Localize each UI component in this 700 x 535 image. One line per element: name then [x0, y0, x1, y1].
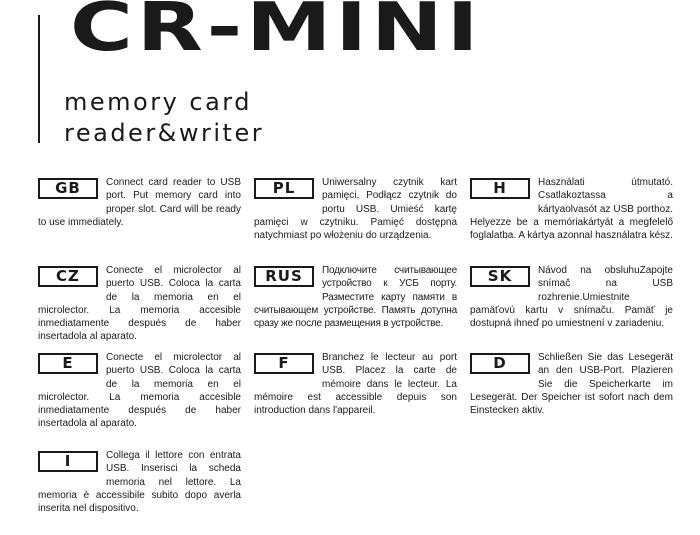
- instruction-text-rus: Подключите считывающее устройство к УСБ порту. Разместите карту памяти в считывающем устройстве. Память дотупна сразу же после размещения в устройстве.: [254, 265, 457, 330]
- language-badge-pl: PL: [254, 178, 314, 199]
- instruction-gb: [38, 176, 241, 229]
- product-title: CR-MINI: [70, 0, 483, 66]
- instruction-pl: [254, 176, 457, 242]
- language-badge-d: D: [470, 353, 530, 374]
- subtitle-line-1: memory card: [64, 88, 252, 116]
- instruction-sk: [470, 264, 673, 330]
- instruction-text-sk: Návod na obsluhuZapojte snímač na USB rozhrenie.Umiestnite pamäťovú kartu v snímaču. Pamäť je dostupná ihneď po umiestnení v zariadeniu.: [470, 265, 673, 330]
- instruction-text-f: Branchez le lecteur au port USB. Placez la carte de mémoire dans le lecteur. La mémoire est accessible depuis son introduction dans l'appareil.: [254, 352, 457, 417]
- instruction-d: [470, 351, 673, 417]
- instruction-e: [38, 351, 241, 431]
- language-badge-h: H: [470, 178, 530, 199]
- language-badge-i: I: [38, 451, 98, 472]
- subtitle-line-2: reader&writer: [64, 119, 265, 147]
- language-badge-sk: SK: [470, 266, 530, 287]
- instruction-text-gb: Connect card reader to USB port. Put memory card into proper slot. Card will be ready to use immediately.: [38, 177, 241, 228]
- instruction-text-h: Használati útmutató. Csatlakoztassa a kártyaolvasót az USB porthoz. Helyezze be a memóriakártyát a megfelelő foglalatba. A kártya azonnal használatra kész.: [470, 177, 673, 242]
- instruction-text-pl: Uniwersalny czytnik kart pamięci. Podłącz czytnik do portu USB. Umieść kartę pamięci w czytniku. Pamięć dostępna natychmiast po włożeniu do urządzenia.: [254, 177, 457, 242]
- header-vertical-rule: [38, 15, 40, 143]
- language-badge-cz: CZ: [38, 266, 98, 287]
- language-badge-rus: RUS: [254, 266, 314, 287]
- instruction-rus: [254, 264, 457, 330]
- language-badge-e: E: [38, 353, 98, 374]
- instruction-text-d: Schließen Sie das Lesegerät an den USB-Port. Plazieren Sie die Speicherkarte im Lesegerät. Der Speicher ist sofort nach dem Einstecken aktiv.: [470, 352, 673, 417]
- instruction-cz: [38, 264, 241, 344]
- instruction-i: [38, 449, 241, 515]
- instruction-text-cz: Conecte el microlector al puerto USB. Coloca la carta de la memoria en el microlector. La memoria accesible inmediatamente después de haber insertadola al aparato.: [38, 265, 241, 343]
- language-badge-gb: GB: [38, 178, 98, 199]
- instruction-text-e: Conecte el microlector al puerto USB. Coloca la carta de la memoria en el microlector. La memoria accesible inmediatamente después de haber insertadola al aparato.: [38, 352, 241, 430]
- instruction-f: [254, 351, 457, 417]
- language-badge-f: F: [254, 353, 314, 374]
- instruction-h: [470, 176, 673, 242]
- instruction-text-i: Collega il lettore con entrata USB. Inserisci la scheda memoria nel lettore. La memoria è accessibile subito dopo averla inserita nel dispositivo.: [38, 450, 241, 515]
